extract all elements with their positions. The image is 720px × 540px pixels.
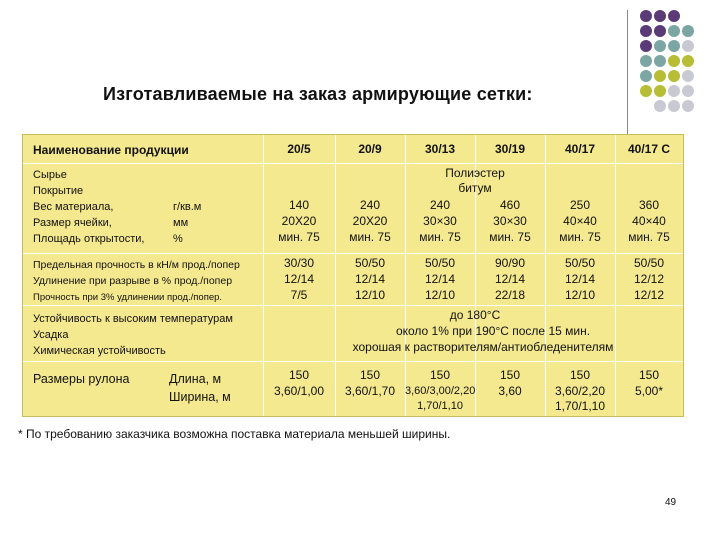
value-cell: 40×40 (632, 214, 666, 228)
dot (682, 40, 694, 52)
row-label-shrinkage: Усадка (33, 329, 69, 341)
value-cell: 240 (359, 198, 381, 212)
shared-raw-value: Полиэстер (445, 166, 505, 180)
shared-chemical-value: хорошая к растворителям/антиобледенителям (352, 340, 614, 354)
row-label-tensile: Предельная прочность в кН/м прод./попер (33, 259, 240, 271)
value-cell: 7/5 (290, 288, 308, 302)
row-divider (23, 163, 683, 164)
column-header: 20/9 (358, 142, 382, 156)
value-cell: 12/14 (564, 272, 596, 286)
slide-title: Изготавливаемые на заказ армирующие сетки: (103, 84, 533, 104)
dot (682, 55, 694, 67)
dot (654, 85, 666, 97)
dot (654, 55, 666, 67)
row-label-raw: Сырье (33, 169, 67, 181)
column-header: 40/17 С (627, 142, 671, 156)
decorative-dot-grid (640, 10, 720, 120)
value-cell: 360 (638, 198, 660, 212)
value-cell: мин. 75 (278, 230, 320, 244)
value-cell: 460 (499, 198, 521, 212)
dot (682, 100, 694, 112)
dot (654, 25, 666, 37)
value-cell: 12/14 (283, 272, 315, 286)
value-cell: 30/30 (283, 256, 315, 270)
dot (654, 100, 666, 112)
dot (668, 55, 680, 67)
value-cell: 90/90 (494, 256, 526, 270)
value-cell: 3,60/2,20 (554, 384, 606, 398)
value-cell: 12/14 (424, 272, 456, 286)
value-cell: мин. 75 (489, 230, 531, 244)
row-label-mesh-size: Размер ячейки, (33, 217, 112, 229)
value-cell: 12/14 (354, 272, 386, 286)
dot (640, 25, 652, 37)
column-header: 40/17 (564, 142, 596, 156)
value-cell: 12/10 (424, 288, 456, 302)
dot (668, 100, 680, 112)
dot (654, 10, 666, 22)
footnote: * По требованию заказчика возможна поставка материала меньшей ширины. (18, 427, 451, 441)
dot (640, 55, 652, 67)
value-cell: 50/50 (424, 256, 456, 270)
value-cell: 12/12 (633, 288, 665, 302)
value-cell: 140 (288, 198, 310, 212)
value-cell: 20X20 (281, 214, 317, 228)
column-header: 30/19 (494, 142, 526, 156)
dot (668, 40, 680, 52)
column-header: 30/13 (424, 142, 456, 156)
value-cell: 3,60/3,00/2,20 (405, 385, 476, 397)
dot (640, 85, 652, 97)
mesh-spec-table (22, 134, 684, 417)
row-label-weight: Вес материала, (33, 201, 114, 213)
header-product-name: Наименование продукции (33, 143, 189, 157)
row-divider (23, 305, 683, 306)
page-number: 49 (665, 497, 677, 508)
value-cell: 12/14 (494, 272, 526, 286)
value-cell: 22/18 (494, 288, 526, 302)
row-divider (23, 361, 683, 362)
dot (682, 25, 694, 37)
row-label-coating: Покрытие (33, 185, 84, 197)
value-cell: 150 (359, 368, 381, 382)
dot (682, 70, 694, 82)
value-cell: мин. 75 (349, 230, 391, 244)
value-cell: 12/12 (633, 272, 665, 286)
dot (668, 70, 680, 82)
value-cell: 50/50 (564, 256, 596, 270)
dot (654, 40, 666, 52)
value-cell: 30×30 (423, 214, 457, 228)
unit-label: % (173, 233, 183, 245)
value-cell: 12/10 (564, 288, 596, 302)
value-cell: 3,60/1,70 (344, 384, 396, 398)
value-cell: 40×40 (563, 214, 597, 228)
row-label-roll-size: Размеры рулона (33, 372, 130, 386)
value-cell: 150 (288, 368, 310, 382)
row-label-elongation: Удлинение при разрыве в % прод./попер (33, 275, 233, 287)
column-header: 20/5 (287, 142, 311, 156)
value-cell: 20X20 (352, 214, 388, 228)
title-divider-line (627, 10, 628, 135)
value-cell: 150 (499, 368, 521, 382)
value-cell: 250 (569, 198, 591, 212)
dot (668, 85, 680, 97)
row-label-chemical-resistance: Химическая устойчивость (33, 345, 166, 357)
row-label-heat-resistance: Устойчивость к высоким температурам (33, 313, 233, 325)
row-label-strength-3pct: Прочность при 3% удлинении прод./попер. (33, 292, 223, 303)
value-cell: 150 (638, 368, 660, 382)
dot (668, 10, 680, 22)
value-cell: мин. 75 (559, 230, 601, 244)
value-cell: 150 (569, 368, 591, 382)
value-cell: 5,00* (634, 384, 664, 398)
value-cell: мин. 75 (628, 230, 670, 244)
value-cell: мин. 75 (419, 230, 461, 244)
row-label-open-area: Площадь открытости, (33, 233, 145, 245)
value-cell: 50/50 (354, 256, 386, 270)
value-cell: 30×30 (493, 214, 527, 228)
value-cell: 1,70/1,10 (554, 399, 606, 413)
dot (682, 85, 694, 97)
value-cell: 12/10 (354, 288, 386, 302)
unit-label: мм (173, 217, 189, 229)
value-cell: 240 (429, 198, 451, 212)
value-cell: 3,60/1,00 (273, 384, 325, 398)
dot (654, 70, 666, 82)
value-cell: 50/50 (633, 256, 665, 270)
dot (640, 10, 652, 22)
dim-label-width: Ширина, м (169, 390, 231, 404)
value-cell: 150 (429, 368, 451, 382)
shared-shrinkage-value: около 1% при 190°С после 15 мин. (395, 324, 591, 338)
shared-coating-value: битум (458, 181, 492, 195)
dot (668, 25, 680, 37)
row-divider (23, 253, 683, 254)
dot (640, 70, 652, 82)
shared-heat-value: до 180°С (449, 308, 501, 322)
value-cell: 3,60 (498, 384, 522, 398)
dot (640, 40, 652, 52)
value-cell: 1,70/1,10 (417, 400, 463, 412)
dim-label-length: Длина, м (169, 372, 222, 386)
unit-label: г/кв.м (173, 201, 202, 213)
